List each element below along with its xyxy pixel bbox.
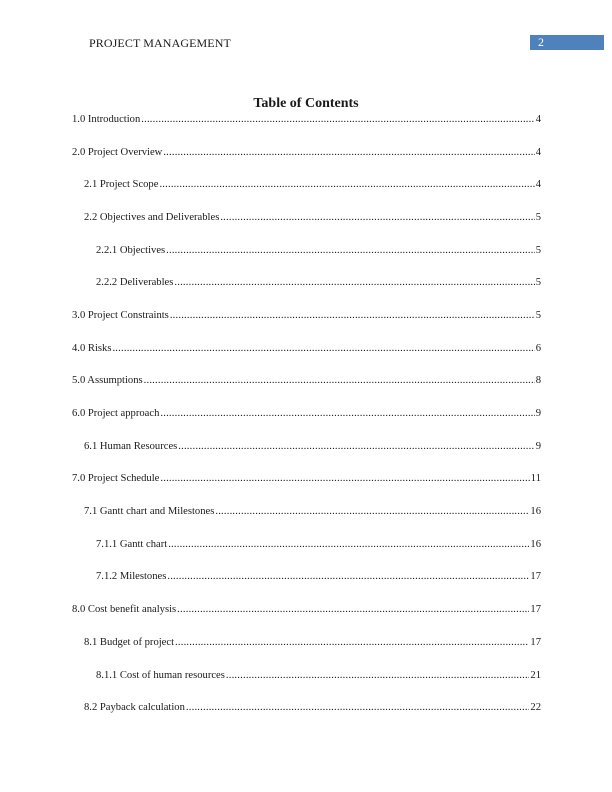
toc-entry[interactable] — [72, 147, 541, 180]
toc-entry-text: 8.1 Budget of project — [84, 636, 175, 648]
toc-entry[interactable] — [72, 375, 541, 408]
toc-entry[interactable] — [72, 702, 541, 735]
toc-entry[interactable] — [72, 670, 541, 703]
toc-entry-page: 22 — [530, 702, 541, 714]
toc-entry-page: 5 — [535, 244, 541, 256]
page-number: 2 — [530, 35, 604, 50]
toc-entry-page: 6 — [535, 342, 541, 354]
toc-dot-leader — [163, 147, 534, 158]
toc-dot-leader — [177, 604, 529, 615]
toc-entry-page: 4 — [535, 114, 541, 125]
toc-entry[interactable] — [72, 506, 541, 539]
toc-entry[interactable] — [72, 408, 541, 441]
toc-entry-page: 17 — [530, 571, 541, 583]
toc-entry[interactable] — [72, 310, 541, 343]
toc-entry-text: 7.1.2 Milestones — [96, 571, 167, 583]
toc-entry-page: 5 — [535, 211, 541, 223]
toc-entry[interactable] — [72, 637, 541, 670]
toc-dot-leader — [215, 506, 529, 517]
toc-entry-text: 2.2 Objectives and Deliverables — [84, 211, 220, 223]
toc-entry-page: 9 — [535, 440, 541, 452]
toc-entry-page: 8 — [535, 375, 541, 387]
running-head: PROJECT MANAGEMENT — [89, 36, 231, 50]
toc-dot-leader — [186, 702, 530, 713]
toc-dot-leader — [170, 310, 535, 321]
toc-entry[interactable] — [72, 114, 541, 147]
toc-entry[interactable] — [72, 245, 541, 278]
toc-entry-text: 3.0 Project Constraints — [72, 309, 169, 321]
toc-dot-leader — [160, 408, 534, 419]
toc-dot-leader — [220, 212, 534, 223]
toc-entry-page: 17 — [530, 604, 541, 616]
toc-entry-text: 4.0 Risks — [72, 342, 112, 354]
toc-entry-page: 21 — [530, 669, 541, 681]
toc-dot-leader — [160, 473, 529, 484]
toc-entry-text: 2.2.1 Objectives — [96, 244, 166, 256]
toc-entry[interactable] — [72, 441, 541, 474]
toc-entry-text: 2.2.2 Deliverables — [96, 277, 174, 289]
toc-entry[interactable] — [72, 343, 541, 376]
toc-entry-text: 8.0 Cost benefit analysis — [72, 604, 177, 616]
toc-dot-leader — [167, 571, 529, 582]
toc-list — [72, 114, 541, 735]
toc-entry-text: 1.0 Introduction — [72, 114, 141, 125]
toc-entry-text: 2.1 Project Scope — [84, 179, 159, 191]
toc-entry[interactable] — [72, 212, 541, 245]
toc-entry-text: 6.0 Project approach — [72, 408, 160, 419]
toc-entry-page: 4 — [535, 179, 541, 191]
toc-dot-leader — [166, 245, 535, 256]
toc-dot-leader — [168, 539, 529, 550]
toc-entry-page: 11 — [530, 473, 541, 485]
toc-entry-page: 16 — [530, 538, 541, 550]
toc-entry-page: 9 — [535, 408, 541, 419]
toc-entry-text: 8.2 Payback calculation — [84, 702, 185, 714]
toc-dot-leader — [174, 277, 534, 288]
toc-dot-leader — [112, 343, 534, 354]
toc-dot-leader — [175, 637, 529, 648]
toc-dot-leader — [159, 179, 534, 190]
toc-dot-leader — [144, 375, 535, 386]
toc-entry-text: 7.1.1 Gantt chart — [96, 538, 168, 550]
toc-entry[interactable] — [72, 473, 541, 506]
toc-entry[interactable] — [72, 179, 541, 212]
toc-dot-leader — [226, 670, 530, 681]
toc-entry-page: 4 — [535, 146, 541, 158]
toc-entry-text: 5.0 Assumptions — [72, 375, 143, 387]
toc-entry-page: 5 — [535, 309, 541, 321]
toc-entry-text: 8.1.1 Cost of human resources — [96, 669, 225, 681]
toc-title: Table of Contents — [253, 96, 359, 111]
toc-entry[interactable] — [72, 571, 541, 604]
toc-entry[interactable] — [72, 604, 541, 637]
toc-entry-text: 6.1 Human Resources — [84, 440, 178, 452]
toc-dot-leader — [178, 441, 534, 452]
toc-entry-text: 7.0 Project Schedule — [72, 473, 160, 485]
toc-entry[interactable] — [72, 277, 541, 310]
toc-dot-leader — [141, 114, 534, 125]
toc-entry-text: 7.1 Gantt chart and Milestones — [84, 506, 215, 518]
toc-entry-page: 16 — [530, 506, 541, 518]
toc-entry-text: 2.0 Project Overview — [72, 146, 163, 158]
toc-entry-page: 17 — [530, 636, 541, 648]
toc-entry-page: 5 — [535, 277, 541, 289]
toc-entry[interactable] — [72, 539, 541, 572]
